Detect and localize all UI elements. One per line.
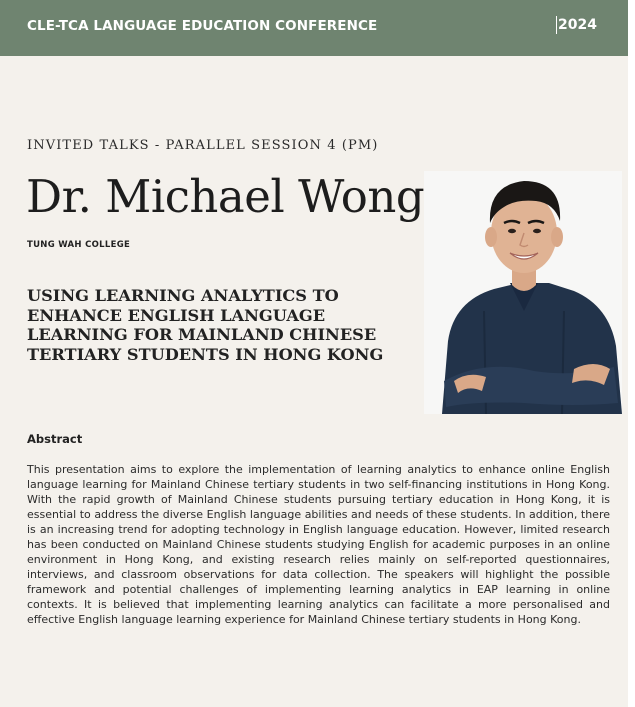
speaker-portrait-illustration	[424, 171, 622, 414]
speaker-affiliation: TUNG WAH COLLEGE	[27, 240, 131, 250]
header-divider	[556, 16, 557, 34]
page-edge	[628, 0, 635, 707]
speaker-photo	[424, 171, 622, 414]
abstract-heading: Abstract	[27, 432, 83, 446]
conference-year: 2024	[558, 17, 597, 33]
talk-title: USING LEARNING ANALYTICS TO ENHANCE ENGLISH LANGUAGE LEARNING FOR MAINLAND CHINESE TERTIARY STUDENTS IN HONG KONG	[27, 286, 384, 364]
conference-header	[0, 0, 628, 56]
abstract-body: This presentation aims to explore the implementation of learning analytics to enhance online English language learning for Mainland Chinese tertiary students in two self-financing institutions in Hong Kong. With the rapid growth of Mainland Chinese students pursuing tertiary education in Hong Kong, it is essential to address the diverse English language abilities and needs of these students. In addition, there is an increasing trend for adopting technology in English language education. However, limited research has been conducted on Mainland Chinese students studying English for academic purposes in an online environment in Hong Kong, and existing research relies mainly on self-reported questionnaires, interviews, and classroom observations for data collection. The speakers will highlight the possible framework and potential challenges of implementing learning analytics in EAP learning in online contexts. It is believed that implementing learning analytics can facilitate a more personalised and effective English language learning experience for Mainland Chinese tertiary students in Hong Kong.	[27, 463, 610, 626]
session-label: INVITED TALKS - PARALLEL SESSION 4 (PM)	[27, 138, 379, 153]
conference-name: CLE-TCA LANGUAGE EDUCATION CONFERENCE	[27, 18, 378, 34]
speaker-name: Dr. Michael Wong	[26, 170, 425, 223]
